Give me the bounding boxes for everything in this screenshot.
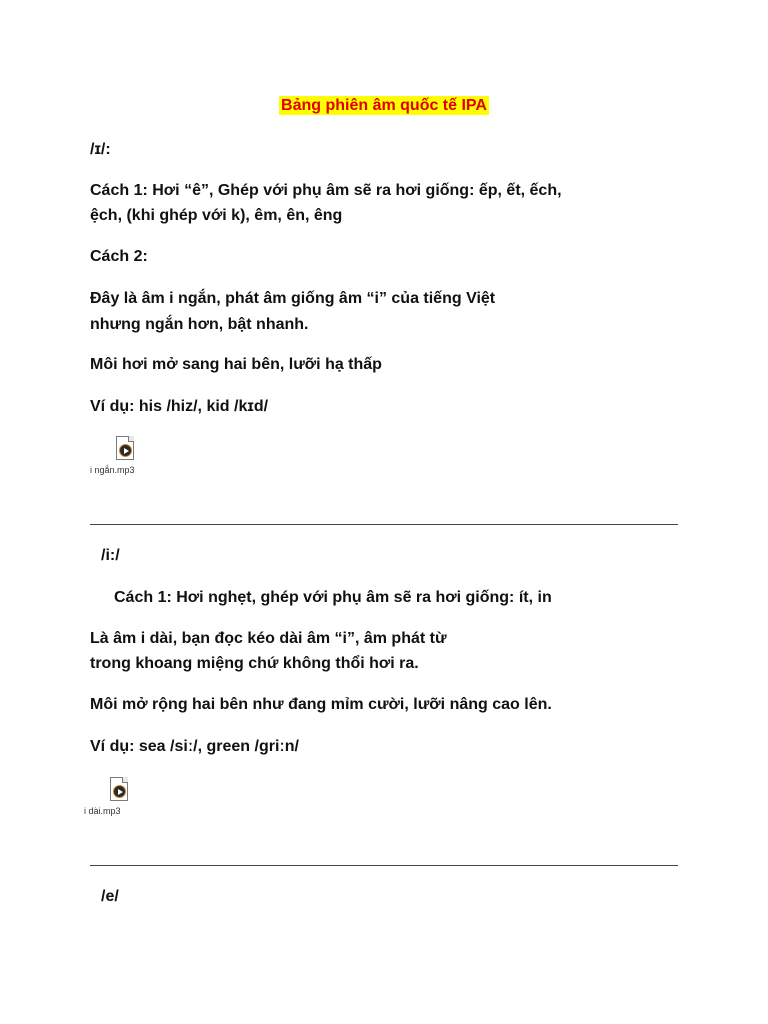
audio-file-icon[interactable] <box>116 436 134 460</box>
audio-attachment[interactable] <box>84 777 174 816</box>
play-icon <box>119 444 132 457</box>
example-line: Ví dụ: sea /siː/, green /ɡriːn/ <box>90 738 299 755</box>
section-divider <box>90 524 678 525</box>
paragraph-line: Cách 2: <box>90 248 148 265</box>
paragraph-line: Cách 1: Hơi nghẹt, ghép với phụ âm sẽ ra hơi giống: ít, in <box>114 589 552 606</box>
section-divider <box>90 865 678 866</box>
paragraph-line: ệch, (khi ghép với k), êm, ên, êng <box>90 207 343 224</box>
section-symbol: /ɪ/: <box>90 141 111 158</box>
page-title-text: Bảng phiên âm quốc tế IPA <box>281 97 487 114</box>
paragraph-line: Môi mở rộng hai bên như đang mỉm cười, lưỡi nâng cao lên. <box>90 696 552 713</box>
attachment-file-name: i dài.mp3 <box>84 806 121 816</box>
paragraph-line: Đây là âm i ngắn, phát âm giống âm “i” của tiếng Việt <box>90 290 496 307</box>
section-symbol: /i:/ <box>101 547 120 564</box>
attachment-file-name: i ngắn.mp3 <box>90 465 135 475</box>
example-line: Ví dụ: his /hiz/, kid /kɪd/ <box>90 398 269 415</box>
paragraph-line: Cách 1: Hơi “ê”, Ghép với phụ âm sẽ ra hơi giống: ếp, ết, ếch, <box>90 182 562 199</box>
play-icon <box>113 785 126 798</box>
paragraph-line: nhưng ngắn hơn, bật nhanh. <box>90 316 309 333</box>
section-symbol: /e/ <box>101 888 119 905</box>
paragraph-line: trong khoang miệng chứ không thổi hơi ra. <box>90 655 419 672</box>
paragraph-line: Môi hơi mở sang hai bên, lưỡi hạ thấp <box>90 356 382 373</box>
audio-file-icon[interactable] <box>110 777 128 801</box>
paragraph-line: Là âm i dài, bạn đọc kéo dài âm “i”, âm phát từ <box>90 630 447 647</box>
audio-attachment[interactable] <box>90 436 180 475</box>
page-title <box>0 96 768 116</box>
